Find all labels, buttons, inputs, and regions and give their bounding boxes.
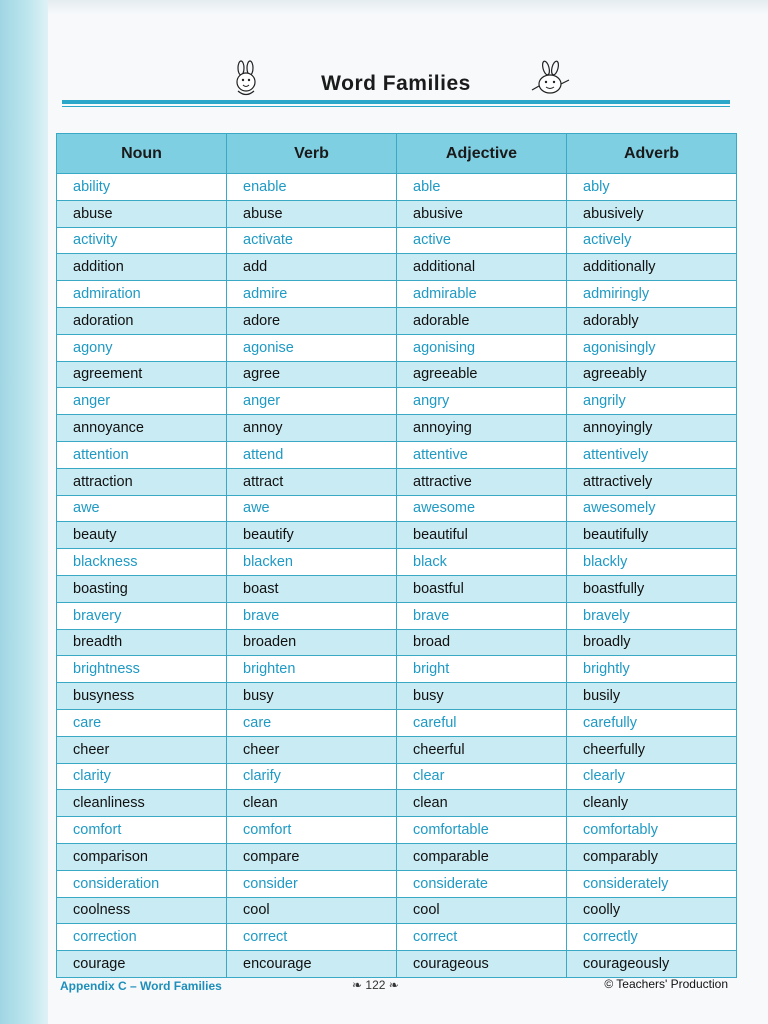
cell-adjective: correct — [397, 924, 567, 951]
table-row — [57, 254, 737, 281]
leaf-ornament-icon: ❧ — [388, 978, 399, 992]
table-row — [57, 522, 737, 549]
cell-noun: attraction — [57, 468, 227, 495]
table-row — [57, 415, 737, 442]
column-header-adjective: Adjective — [397, 134, 567, 174]
table-row — [57, 629, 737, 656]
cell-verb: add — [227, 254, 397, 281]
cell-verb: comfort — [227, 817, 397, 844]
cell-adjective: busy — [397, 683, 567, 710]
cell-adverb: agonisingly — [567, 334, 737, 361]
cell-noun: cleanliness — [57, 790, 227, 817]
cell-adjective: agonising — [397, 334, 567, 361]
cell-noun: boasting — [57, 575, 227, 602]
cell-adverb: ably — [567, 174, 737, 201]
leaf-ornament-icon: ❧ — [352, 978, 363, 992]
cell-verb: adore — [227, 307, 397, 334]
cell-adjective: able — [397, 174, 567, 201]
cell-adverb: boastfully — [567, 575, 737, 602]
table-row — [57, 897, 737, 924]
cell-verb: busy — [227, 683, 397, 710]
table-row — [57, 361, 737, 388]
column-header-noun: Noun — [57, 134, 227, 174]
cell-noun: beauty — [57, 522, 227, 549]
cell-adjective: black — [397, 549, 567, 576]
title-rule — [62, 100, 730, 104]
cell-adverb: comparably — [567, 843, 737, 870]
cell-noun: correction — [57, 924, 227, 951]
cell-noun: breadth — [57, 629, 227, 656]
cell-adverb: attentively — [567, 441, 737, 468]
cell-adverb: beautifully — [567, 522, 737, 549]
cell-verb: abuse — [227, 200, 397, 227]
table-row — [57, 495, 737, 522]
cell-noun: awe — [57, 495, 227, 522]
table-row — [57, 468, 737, 495]
cell-adverb: actively — [567, 227, 737, 254]
cell-verb: compare — [227, 843, 397, 870]
cell-noun: ability — [57, 174, 227, 201]
table-row — [57, 200, 737, 227]
cell-adverb: angrily — [567, 388, 737, 415]
cell-noun: courage — [57, 951, 227, 978]
table-row — [57, 227, 737, 254]
cell-verb: boast — [227, 575, 397, 602]
page-title: Word Families — [321, 72, 471, 95]
cell-adverb: admiringly — [567, 281, 737, 308]
cell-verb: consider — [227, 870, 397, 897]
cell-verb: anger — [227, 388, 397, 415]
cell-adjective: courageous — [397, 951, 567, 978]
cell-adverb: comfortably — [567, 817, 737, 844]
table-row — [57, 656, 737, 683]
cell-noun: blackness — [57, 549, 227, 576]
cell-adverb: coolly — [567, 897, 737, 924]
cell-adjective: cool — [397, 897, 567, 924]
table-row — [57, 709, 737, 736]
cell-adjective: additional — [397, 254, 567, 281]
cell-adjective: considerate — [397, 870, 567, 897]
cell-verb: blacken — [227, 549, 397, 576]
cell-adjective: awesome — [397, 495, 567, 522]
cell-verb: agonise — [227, 334, 397, 361]
cell-adverb: blackly — [567, 549, 737, 576]
table-row — [57, 817, 737, 844]
cell-adverb: annoyingly — [567, 415, 737, 442]
cell-verb: brave — [227, 602, 397, 629]
page-top-shadow — [48, 0, 768, 14]
table-header-row — [57, 134, 737, 174]
cell-noun: consideration — [57, 870, 227, 897]
cell-adverb: awesomely — [567, 495, 737, 522]
table-row — [57, 924, 737, 951]
cell-noun: comfort — [57, 817, 227, 844]
cell-noun: attention — [57, 441, 227, 468]
cell-adjective: angry — [397, 388, 567, 415]
table-row — [57, 870, 737, 897]
cell-noun: brightness — [57, 656, 227, 683]
cell-adjective: annoying — [397, 415, 567, 442]
table-row — [57, 736, 737, 763]
column-header-verb: Verb — [227, 134, 397, 174]
table-row — [57, 174, 737, 201]
cell-adverb: broadly — [567, 629, 737, 656]
cell-noun: activity — [57, 227, 227, 254]
cell-adverb: attractively — [567, 468, 737, 495]
cell-adjective: clean — [397, 790, 567, 817]
cell-adjective: comparable — [397, 843, 567, 870]
table-row — [57, 602, 737, 629]
cell-adverb: adorably — [567, 307, 737, 334]
cell-verb: cheer — [227, 736, 397, 763]
cell-verb: agree — [227, 361, 397, 388]
table-row — [57, 683, 737, 710]
cell-verb: broaden — [227, 629, 397, 656]
cell-noun: annoyance — [57, 415, 227, 442]
cell-verb: brighten — [227, 656, 397, 683]
cell-adverb: bravely — [567, 602, 737, 629]
cell-adverb: brightly — [567, 656, 737, 683]
cell-adjective: cheerful — [397, 736, 567, 763]
cell-adjective: broad — [397, 629, 567, 656]
cell-noun: abuse — [57, 200, 227, 227]
cell-adjective: abusive — [397, 200, 567, 227]
table-row — [57, 307, 737, 334]
footer-copyright: © Teachers' Production — [604, 977, 728, 991]
cell-adjective: agreeable — [397, 361, 567, 388]
cell-adverb: clearly — [567, 763, 737, 790]
cell-noun: bravery — [57, 602, 227, 629]
table-row — [57, 441, 737, 468]
table-row — [57, 334, 737, 361]
cell-verb: correct — [227, 924, 397, 951]
cell-adverb: considerately — [567, 870, 737, 897]
cell-noun: anger — [57, 388, 227, 415]
cell-adverb: carefully — [567, 709, 737, 736]
cell-adverb: cheerfully — [567, 736, 737, 763]
cell-verb: activate — [227, 227, 397, 254]
cell-adverb: additionally — [567, 254, 737, 281]
cell-adjective: boastful — [397, 575, 567, 602]
cell-adjective: bright — [397, 656, 567, 683]
cell-noun: comparison — [57, 843, 227, 870]
bunny-icon — [528, 60, 572, 100]
cell-verb: admire — [227, 281, 397, 308]
footer-section-label: Appendix C – Word Families — [60, 979, 222, 993]
cell-adjective: adorable — [397, 307, 567, 334]
cell-adjective: clear — [397, 763, 567, 790]
cell-noun: clarity — [57, 763, 227, 790]
cell-verb: care — [227, 709, 397, 736]
page-edge-strip — [0, 0, 48, 1024]
table-row — [57, 575, 737, 602]
cell-noun: addition — [57, 254, 227, 281]
cell-adverb: busily — [567, 683, 737, 710]
cell-noun: cheer — [57, 736, 227, 763]
cell-adjective: attentive — [397, 441, 567, 468]
cell-verb: awe — [227, 495, 397, 522]
cell-noun: adoration — [57, 307, 227, 334]
page-header — [62, 58, 730, 110]
cell-adjective: attractive — [397, 468, 567, 495]
table-row — [57, 281, 737, 308]
cell-adverb: courageously — [567, 951, 737, 978]
cell-adjective: brave — [397, 602, 567, 629]
cell-verb: annoy — [227, 415, 397, 442]
cell-adjective: admirable — [397, 281, 567, 308]
word-families-table — [56, 133, 737, 978]
table-row — [57, 763, 737, 790]
table-row — [57, 790, 737, 817]
cell-adverb: agreeably — [567, 361, 737, 388]
cell-noun: care — [57, 709, 227, 736]
cell-adverb: abusively — [567, 200, 737, 227]
cell-adjective: beautiful — [397, 522, 567, 549]
cell-verb: encourage — [227, 951, 397, 978]
cell-verb: enable — [227, 174, 397, 201]
cell-adjective: comfortable — [397, 817, 567, 844]
table-row — [57, 951, 737, 978]
cell-adverb: cleanly — [567, 790, 737, 817]
cell-noun: agreement — [57, 361, 227, 388]
table-row — [57, 549, 737, 576]
cell-verb: attract — [227, 468, 397, 495]
cell-adjective: careful — [397, 709, 567, 736]
cell-adjective: active — [397, 227, 567, 254]
cell-adverb: correctly — [567, 924, 737, 951]
page-number-value: 122 — [365, 978, 386, 992]
title-rule-thin — [62, 106, 730, 107]
page-number — [352, 978, 399, 992]
cell-verb: clarify — [227, 763, 397, 790]
table-row — [57, 388, 737, 415]
column-header-adverb: Adverb — [567, 134, 737, 174]
cell-noun: agony — [57, 334, 227, 361]
table-row — [57, 843, 737, 870]
cell-noun: busyness — [57, 683, 227, 710]
cell-verb: attend — [227, 441, 397, 468]
cell-verb: beautify — [227, 522, 397, 549]
cell-verb: cool — [227, 897, 397, 924]
cell-verb: clean — [227, 790, 397, 817]
cell-noun: admiration — [57, 281, 227, 308]
cell-noun: coolness — [57, 897, 227, 924]
